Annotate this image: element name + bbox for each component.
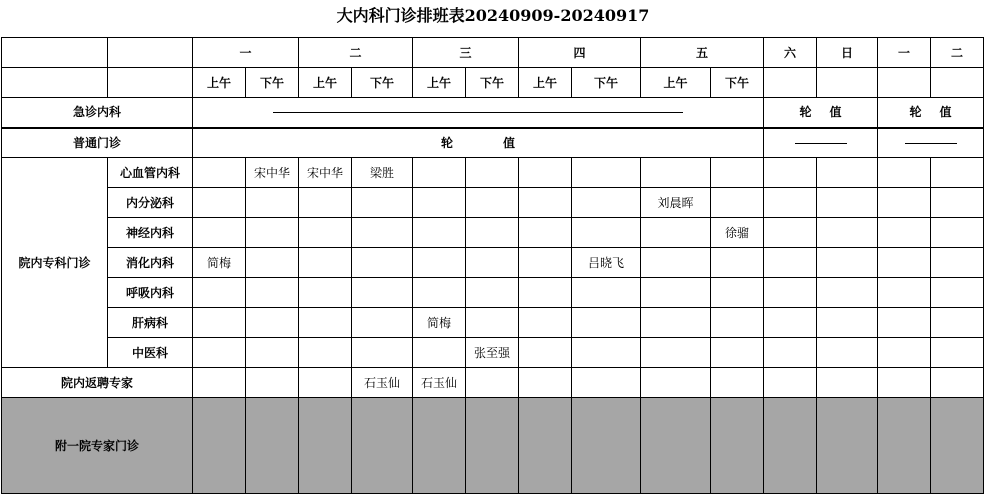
dept-label: 神经内科 (108, 218, 193, 248)
empty-cell (641, 398, 711, 494)
empty-cell (246, 338, 299, 368)
empty-cell (246, 368, 299, 398)
empty-cell (413, 188, 466, 218)
duty-char: 轮 (440, 135, 453, 150)
day-header: 四 (519, 38, 641, 68)
dept-label: 呼吸内科 (108, 278, 193, 308)
ampm-header-row (2, 68, 984, 98)
empty-cell (193, 188, 246, 218)
dept-label: 附一院专家门诊 (2, 398, 193, 494)
am-header: 上午 (193, 68, 246, 98)
empty-cell (572, 338, 641, 368)
empty-cell (878, 248, 931, 278)
empty-cell (764, 218, 817, 248)
empty-cell (711, 398, 764, 494)
emergency-row (2, 98, 984, 128)
empty-cell (878, 338, 931, 368)
dept-label: 内分泌科 (108, 188, 193, 218)
doctor-name: 张至强 (466, 338, 519, 368)
empty-cell (931, 308, 984, 338)
weekend-duty-cell (764, 98, 878, 128)
empty-cell (572, 278, 641, 308)
empty-cell (817, 158, 878, 188)
empty-cell (764, 308, 817, 338)
day-header: 二 (299, 38, 413, 68)
empty-cell (466, 368, 519, 398)
day-header-row (2, 38, 984, 68)
doctor-name: 宋中华 (299, 158, 352, 188)
dept-label: 普通门诊 (2, 128, 193, 158)
empty-cell (519, 398, 572, 494)
empty-cell (246, 248, 299, 278)
empty-cell (413, 338, 466, 368)
empty-cell (641, 278, 711, 308)
corner-cell (108, 68, 193, 98)
empty-cell (764, 398, 817, 494)
empty-cell (246, 308, 299, 338)
empty-cell (764, 68, 817, 98)
empty-cell (519, 158, 572, 188)
rehired-row (2, 368, 984, 398)
day-header: 五 (641, 38, 764, 68)
empty-cell (352, 218, 413, 248)
empty-cell (413, 278, 466, 308)
empty-cell (413, 248, 466, 278)
empty-cell (931, 368, 984, 398)
empty-cell (352, 278, 413, 308)
empty-cell (931, 398, 984, 494)
am-header: 上午 (413, 68, 466, 98)
empty-cell (711, 338, 764, 368)
empty-cell (764, 278, 817, 308)
empty-cell (519, 308, 572, 338)
empty-cell (641, 248, 711, 278)
weekday-duty-cell (193, 128, 764, 158)
doctor-name: 石玉仙 (413, 368, 466, 398)
doctor-name: 宋中华 (246, 158, 299, 188)
empty-cell (299, 248, 352, 278)
empty-cell (246, 218, 299, 248)
empty-cell (572, 368, 641, 398)
empty-cell (299, 218, 352, 248)
empty-cell (931, 188, 984, 218)
doctor-name: 简梅 (413, 308, 466, 338)
empty-cell (466, 398, 519, 494)
next-duty-cell (878, 98, 984, 128)
empty-cell (519, 188, 572, 218)
page-title: 大内科门诊排班表20240909-20240917 (336, 6, 650, 25)
doctor-name: 徐骝 (711, 218, 764, 248)
empty-cell (352, 308, 413, 338)
weekday-dash-cell (193, 98, 764, 128)
empty-cell (878, 188, 931, 218)
general-row (2, 128, 984, 158)
empty-cell (641, 368, 711, 398)
next-dash-cell (878, 128, 984, 158)
dash-line (905, 143, 957, 144)
empty-cell (193, 398, 246, 494)
resp-row (2, 278, 984, 308)
dept-label: 心血管内科 (108, 158, 193, 188)
empty-cell (413, 398, 466, 494)
am-header: 上午 (299, 68, 352, 98)
dept-label: 中医科 (108, 338, 193, 368)
empty-cell (193, 278, 246, 308)
pm-header: 下午 (466, 68, 519, 98)
day-header: 六 (764, 38, 817, 68)
duty-char: 轮 (799, 105, 812, 120)
pm-header: 下午 (352, 68, 413, 98)
pm-header: 下午 (572, 68, 641, 98)
doctor-name: 刘晨晖 (641, 188, 711, 218)
empty-cell (193, 218, 246, 248)
duty-char: 值 (829, 105, 842, 120)
empty-cell (641, 308, 711, 338)
dash-line (795, 143, 847, 144)
duty-char: 值 (503, 135, 516, 150)
empty-cell (466, 308, 519, 338)
neuro-row (2, 218, 984, 248)
pm-header: 下午 (246, 68, 299, 98)
empty-cell (466, 248, 519, 278)
empty-cell (466, 278, 519, 308)
empty-cell (641, 218, 711, 248)
empty-cell (764, 338, 817, 368)
empty-cell (413, 218, 466, 248)
empty-cell (711, 248, 764, 278)
empty-cell (641, 158, 711, 188)
empty-cell (299, 368, 352, 398)
empty-cell (764, 188, 817, 218)
empty-cell (641, 338, 711, 368)
day-header: 日 (817, 38, 878, 68)
empty-cell (878, 68, 931, 98)
empty-cell (817, 308, 878, 338)
dash-line (273, 112, 683, 113)
empty-cell (817, 278, 878, 308)
doctor-name: 梁胜 (352, 158, 413, 188)
empty-cell (246, 278, 299, 308)
gastro-row (2, 248, 984, 278)
empty-cell (572, 188, 641, 218)
empty-cell (764, 368, 817, 398)
empty-cell (193, 368, 246, 398)
dept-label: 肝病科 (108, 308, 193, 338)
doctor-name: 简梅 (193, 248, 246, 278)
am-header: 上午 (641, 68, 711, 98)
empty-cell (519, 218, 572, 248)
empty-cell (352, 398, 413, 494)
empty-cell (519, 368, 572, 398)
empty-cell (299, 308, 352, 338)
empty-cell (299, 278, 352, 308)
empty-cell (878, 278, 931, 308)
day-header: 一 (193, 38, 299, 68)
empty-cell (711, 368, 764, 398)
weekend-dash-cell (764, 128, 878, 158)
empty-cell (931, 248, 984, 278)
empty-cell (931, 278, 984, 308)
doctor-name: 石玉仙 (352, 368, 413, 398)
empty-cell (299, 398, 352, 494)
duty-char: 值 (939, 105, 952, 120)
empty-cell (711, 158, 764, 188)
empty-cell (519, 338, 572, 368)
empty-cell (878, 158, 931, 188)
empty-cell (764, 158, 817, 188)
empty-cell (299, 338, 352, 368)
tcm-row (2, 338, 984, 368)
schedule-table (1, 37, 984, 494)
doctor-name: 吕晓飞 (572, 248, 641, 278)
pm-header: 下午 (711, 68, 764, 98)
empty-cell (817, 218, 878, 248)
empty-cell (817, 338, 878, 368)
dept-label: 消化内科 (108, 248, 193, 278)
empty-cell (878, 308, 931, 338)
duty-char: 轮 (909, 105, 922, 120)
dept-label: 院内返聘专家 (2, 368, 193, 398)
day-header: 三 (413, 38, 519, 68)
empty-cell (817, 68, 878, 98)
empty-cell (193, 338, 246, 368)
empty-cell (931, 338, 984, 368)
empty-cell (764, 248, 817, 278)
empty-cell (299, 188, 352, 218)
day-header: 一 (878, 38, 931, 68)
empty-cell (519, 278, 572, 308)
affiliated-row (2, 398, 984, 494)
empty-cell (931, 68, 984, 98)
empty-cell (711, 308, 764, 338)
empty-cell (817, 398, 878, 494)
empty-cell (711, 188, 764, 218)
endocrine-row (2, 188, 984, 218)
empty-cell (519, 248, 572, 278)
empty-cell (246, 188, 299, 218)
empty-cell (931, 158, 984, 188)
empty-cell (352, 338, 413, 368)
empty-cell (878, 368, 931, 398)
empty-cell (466, 218, 519, 248)
empty-cell (352, 188, 413, 218)
empty-cell (466, 188, 519, 218)
empty-cell (572, 158, 641, 188)
empty-cell (817, 188, 878, 218)
empty-cell (878, 398, 931, 494)
group-label: 院内专科门诊 (2, 158, 108, 368)
empty-cell (817, 248, 878, 278)
empty-cell (352, 248, 413, 278)
empty-cell (878, 218, 931, 248)
empty-cell (193, 158, 246, 188)
empty-cell (711, 278, 764, 308)
empty-cell (193, 308, 246, 338)
day-header: 二 (931, 38, 984, 68)
am-header: 上午 (519, 68, 572, 98)
empty-cell (572, 398, 641, 494)
empty-cell (413, 158, 466, 188)
empty-cell (931, 218, 984, 248)
empty-cell (466, 158, 519, 188)
empty-cell (817, 368, 878, 398)
empty-cell (572, 218, 641, 248)
cardio-row (2, 158, 984, 188)
liver-row (2, 308, 984, 338)
dept-label: 急诊内科 (2, 98, 193, 128)
corner-cell (2, 68, 108, 98)
corner-cell (2, 38, 108, 68)
corner-cell (108, 38, 193, 68)
empty-cell (246, 398, 299, 494)
empty-cell (572, 308, 641, 338)
